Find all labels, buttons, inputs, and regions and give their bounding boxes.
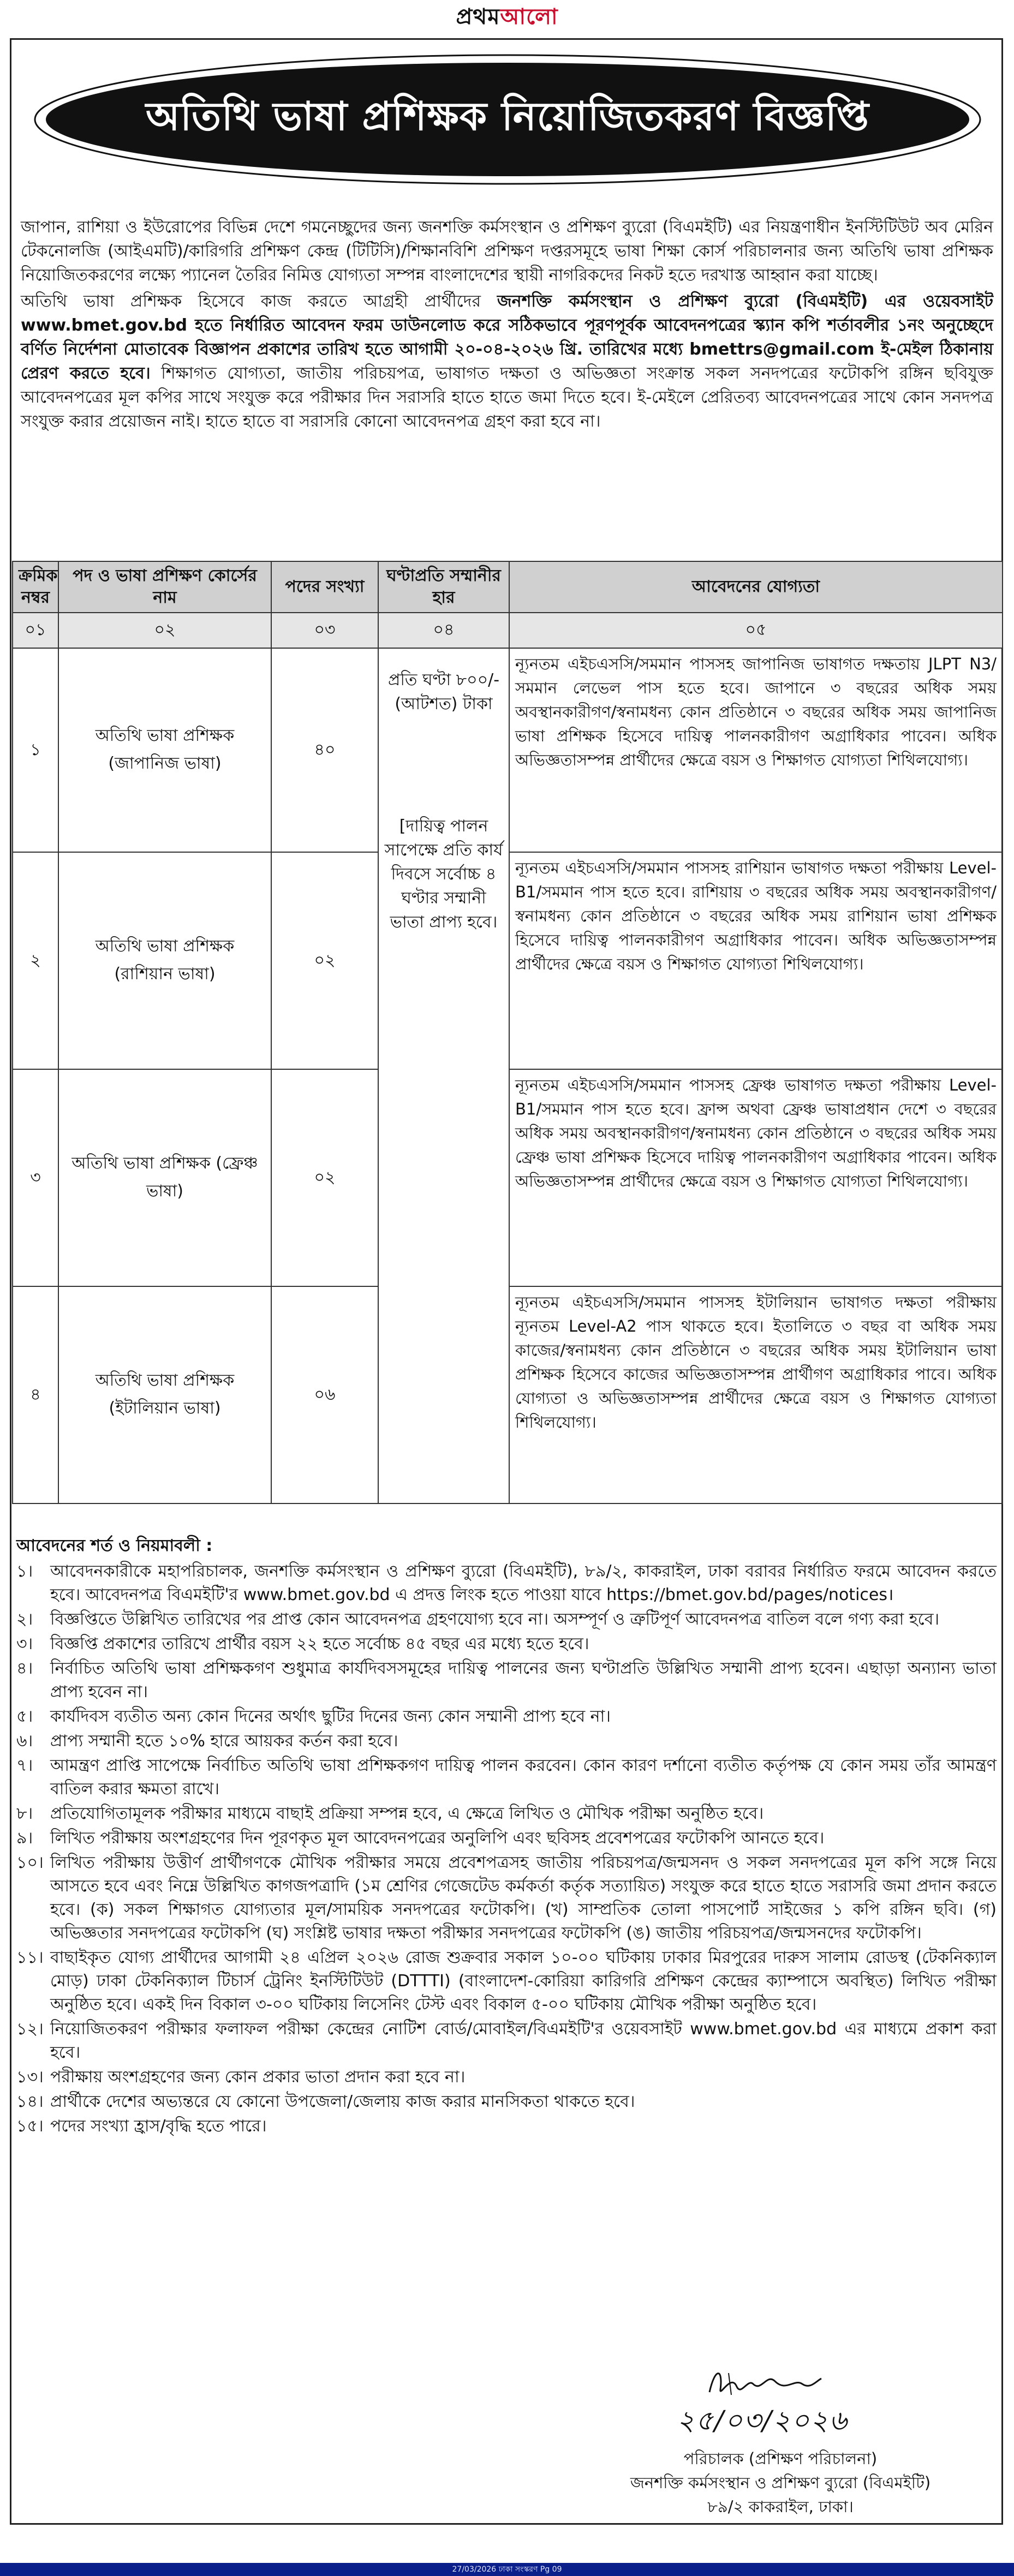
- row-serial: ৪: [13, 1286, 58, 1503]
- list-item: [16, 1632, 997, 1656]
- footer-bar: [0, 2563, 1014, 2576]
- list-item: [16, 1560, 997, 1607]
- term-number: ১৩।: [16, 2068, 44, 2087]
- intro-paragraph-2: [21, 290, 993, 434]
- term-number: ১৪।: [16, 2092, 44, 2111]
- col-number: ০১: [13, 613, 58, 648]
- term-text: বাছাইকৃত যোগ্য প্রার্থীদের আগামী ২৪ এপ্রিল ২০২৬ রোজ শুক্রবার সকাল ১০-০০ ঘটিকায় ঢাকার মিরপুরের দারুস সালাম রোডস্থ (টেকনিক্যাল মোড়) ঢাকা টেকনিক্যাল টিচার্স ট্রেনিং ইনস্টিটিউট (DTTTI) (বাংলাদেশ-কোরিয়া কারিগরি প্রশিক্ষণ কেন্দ্রের ক্যাম্পাসে অবস্থিত) লিখিত পরীক্ষা অনুষ্ঠিত হবে। একই দিন বিকাল ৩-০০ ঘটিকায় লিসেনিং টেস্ট এবং বিকাল ৫-০০ ঘটিকায় মৌখিক পরীক্ষা অনুষ্ঠিত হবে।: [50, 1948, 997, 2014]
- term-number: ৮।: [16, 1804, 33, 1823]
- row-qualification: ন্যূনতম এইচএসসি/সমমান পাসসহ ইটালিয়ান ভাষাগত দক্ষতা পরীক্ষায় ন্যূনতম Level-A2 পাস থাকতে হবে। ইতালিতে ৩ বছর বা অধিক সময় কাজের/স্বনামধন্য কোন প্রতিষ্ঠানে ৩ বছরের অধিক সময় ইটালিয়ান ভাষা প্রশিক্ষক হিসেবে কাজের অভিজ্ঞতাসম্পন্ন প্রার্থীগণ অগ্রাধিকার পাবে। অধিক যোগ্যতা ও অভিজ্ঞতাসম্পন্ন প্রার্থীদের ক্ষেত্রে বয়স ও শিক্ষাগত যোগ্যতা শিথিলযোগ্য।: [509, 1286, 1003, 1503]
- list-item: [16, 1851, 997, 1945]
- col-number: ০৫: [509, 613, 1003, 648]
- list-item: [16, 1826, 997, 1850]
- signature-block: [568, 2362, 993, 2526]
- term-text: লিখিত পরীক্ষায় উত্তীর্ণ প্রার্থীগণকে মৌখিক পরীক্ষার সময়ে প্রবেশপত্রসহ জাতীয় পরিচয়পত্র/জন্মসনদ ও সকল সনদপত্রের মূল কপি সঙ্গে নিয়ে আসতে হবে এবং নিম্নে উল্লিখিত কাগজপত্রাদি (১ম শ্রেণির গেজেটেড কর্মকর্তা কর্তৃক সত্যায়িত) সংযুক্ত করে হাতে হাতে সরাসরি জমা প্রদান করতে হবে। (ক) সকল শিক্ষাগত যোগ্যতার মূল/সাময়িক সনদপত্রের ফটোকপি। (খ) সাম্প্রতিক তোলা পাসপোর্ট সাইজের ১ কপি রঙ্গিন ছবি। (গ) অভিজ্ঞতার সনদপত্রের ফটোকপি (ঘ) সংশ্লিষ্ট ভাষার দক্ষতা পরীক্ষার সনদপত্রের ফটোকপি (ঙ) জাতীয় পরিচয়পত্র/জন্মসনদের ফটোকপি।: [50, 1853, 997, 1943]
- term-text: প্রার্থীকে দেশের অভ্যন্তরে যে কোনো উপজেলা/জেলায় কাজ করার মানসিকতা থাকতে হবে।: [50, 2092, 635, 2111]
- term-text: প্রাপ্য সম্মানী হতে ১০% হারে আয়কর কর্তন করা হবে।: [50, 1732, 398, 1751]
- logo-part2: আলো: [500, 3, 558, 29]
- intro-p2-start: অতিথি ভাষা প্রশিক্ষক হিসেবে কাজ করতে আগ্রহী প্রার্থীদের: [21, 292, 497, 311]
- posts-table: [12, 561, 1003, 1504]
- masthead: [0, 0, 1014, 35]
- term-number: ১।: [16, 1562, 33, 1581]
- term-number: ৯।: [16, 1829, 33, 1848]
- term-text: আবেদনকারীকে মহাপরিচালক, জনশক্তি কর্মসংস্থান ও প্রশিক্ষণ ব্যুরো (বিএমইটি), ৮৯/২, কাকরাইল, ঢাকা বরাবর নির্ধারিত ফরমে আবেদন করতে হবে। আবেদনপত্র বিএমইটি'র www.bmet.gov.bd এ প্রদত্ত লিংক হতে পাওয়া যাবে https://bmet.gov.bd/pages/notices।: [50, 1562, 997, 1604]
- terms-section: [16, 1534, 997, 2139]
- row-post: অতিথি ভাষা প্রশিক্ষক (ফ্রেঞ্চ ভাষা): [58, 1069, 271, 1286]
- header-rate: ঘণ্টাপ্রতি সম্মানীর হার: [378, 561, 509, 613]
- row-post: অতিথি ভাষা প্রশিক্ষক (ইটালিয়ান ভাষা): [58, 1286, 271, 1503]
- term-text: বিজ্ঞপ্তিতে উল্লিখিত তারিখের পর প্রাপ্ত কোন আবেদনপত্র গ্রহণযোগ্য হবে না। অসম্পূর্ণ ও ত্রুটিপূর্ণ আবেদনপত্র বাতিল বলে গণ্য করা হবে।: [50, 1610, 940, 1629]
- row-serial: ২: [13, 852, 58, 1069]
- term-number: ১০।: [16, 1853, 44, 1872]
- term-number: ৬।: [16, 1732, 33, 1751]
- row-qualification: ন্যূনতম এইচএসসি/সমমান পাসসহ ফ্রেঞ্চ ভাষাগত দক্ষতা পরীক্ষায় Level-B1/সমমান পাস হতে হবে। ফ্রান্স অথবা ফ্রেঞ্চ ভাষাপ্রধান দেশে ৩ বছরের অধিক সময় অবস্থানকারীগণ/স্বনামধন্য কোন প্রতিষ্ঠানে ৩ বছরের অধিক সময় ফ্রেঞ্চ ভাষা প্রশিক্ষক হিসেবে দায়িত্ব পালনকারীগণ অগ্রাধিকার পাবেন। অধিক অভিজ্ঞতাসম্পন্ন প্রার্থীদের ক্ষেত্রে বয়স ও শিক্ষাগত যোগ্যতা শিথিলযোগ্য।: [509, 1069, 1003, 1286]
- logo-part1: প্রথম: [456, 3, 500, 29]
- row-serial: ১: [13, 648, 58, 852]
- signature-scribble: [699, 2362, 830, 2406]
- row-qualification: ন্যূনতম এইচএসসি/সমমান পাসসহ রাশিয়ান ভাষাগত দক্ষতা পরীক্ষায় Level-B1/সমমান পাস হতে হবে। রাশিয়ায় ৩ বছরের অধিক সময় অবস্থানকারীগণ/স্বনামধন্য কোন প্রতিষ্ঠানে ৩ বছরের অধিক সময় রাশিয়ান ভাষা প্রশিক্ষক হিসেবে দায়িত্ব পালনকারীগণ অগ্রাধিকার পাবেন। অধিক অভিজ্ঞতাসম্পন্ন প্রার্থীদের ক্ষেত্রে বয়স ও শিক্ষাগত যোগ্যতা শিথিলযোগ্য।: [509, 852, 1003, 1069]
- term-text: পদের সংখ্যা হ্রাস/বৃদ্ধি হতে পারে।: [50, 2117, 267, 2136]
- term-number: ২।: [16, 1610, 33, 1629]
- row-count: ০৬: [271, 1286, 378, 1503]
- intro-paragraph-1: জাপান, রাশিয়া ও ইউরোপের বিভিন্ন দেশে গমনেচ্ছুদের জন্য জনশক্তি কর্মসংস্থান ও প্রশিক্ষণ ব্যুরো (বিএমইটি) এর নিয়ন্ত্রণাধীন ইনস্টিটিউট অব মেরিন টেকনোলজি (আইএমটি)/কারিগরি প্রশিক্ষণ কেন্দ্র (টিটিসি)/শিক্ষানবিশি প্রশিক্ষণ দপ্তরসমূহে ভাষা শিক্ষা কোর্স পরিচালনার জন্য অতিথি ভাষা প্রশিক্ষক নিয়োজিতকরণের লক্ষ্যে প্যানেল তৈরির নিমিত্ত যোগ্যতা সম্পন্ন বাংলাদেশের স্থায়ী নাগরিকদের নিকট হতে দরখাস্ত আহ্বান করা যাচ্ছে।: [21, 218, 993, 285]
- row-count: ৪০: [271, 648, 378, 852]
- term-text: লিখিত পরীক্ষায় অংশগ্রহণের দিন পূরণকৃত মূল আবেদনপত্রের অনুলিপি এবং ছবিসহ প্রবেশপত্রের ফটোকপি আনতে হবে।: [50, 1829, 825, 1848]
- prothom-alo-logo: [456, 0, 558, 36]
- term-text: বিজ্ঞপ্তি প্রকাশের তারিখে প্রার্থীর বয়স ২২ হতে সর্বোচ্চ ৪৫ বছর এর মধ্যে হতে হবে।: [50, 1634, 589, 1654]
- signatory-details: [568, 2447, 993, 2519]
- col-number: ০৩: [271, 613, 378, 648]
- table-header-row: [13, 561, 1003, 613]
- term-number: ১১।: [16, 1948, 44, 1967]
- list-item: [16, 1608, 997, 1631]
- term-text: পরীক্ষায় অংশগ্রহণের জন্য কোন প্রকার ভাতা প্রদান করা হবে না।: [50, 2068, 466, 2087]
- term-number: ৭।: [16, 1756, 33, 1775]
- list-item: [16, 1705, 997, 1728]
- term-number: ১২।: [16, 2020, 44, 2039]
- column-number-row: [13, 613, 1003, 648]
- col-number: ০৪: [378, 613, 509, 648]
- header-qualification: আবেদনের যোগ্যতা: [509, 561, 1003, 613]
- table-row: [13, 648, 1003, 852]
- rate-note: [দায়িত্ব পালন সাপেক্ষে প্রতি কার্য দিবসে সর্বোচ্চ ৪ ঘণ্টার সম্মানী ভাতা প্রাপ্য হবে।: [384, 817, 503, 932]
- row-count: ০২: [271, 852, 378, 1069]
- rate-text: প্রতি ঘণ্টা ৮০০/- (আটশত) টাকা: [387, 670, 500, 714]
- rate-cell: [378, 648, 509, 1503]
- row-count: ০২: [271, 1069, 378, 1286]
- intro-p2-bold: জনশক্তি কর্মসংস্থান ও প্রশিক্ষণ ব্যুরো (বিএমইটি) এর ওয়েবসাইট www.bmet.gov.bd হতে নির্ধারিত আবেদন ফরম ডাউনলোড করে সঠিকভাবে পূরণপূর্বক আবেদনপত্রের স্ক্যান কপি শর্তাবলীর ১নং অনুচ্ছেদে বর্ণিত নির্দেশনা মোতাবেক বিজ্ঞাপন প্রকাশের তারিখ হতে আগামী ২০-০৪-২০২৬ খ্রি. তারিখের মধ্যে bmettrs@gmail.com ই-মেইল ঠিকানায় প্রেরণ করতে হবে।: [21, 292, 994, 383]
- header-count: পদের সংখ্যা: [271, 561, 378, 613]
- signature-date: ২৫/০৩/২০২৬: [677, 2405, 848, 2436]
- term-number: ৫।: [16, 1707, 33, 1726]
- list-item: [16, 2017, 997, 2064]
- term-text: প্রতিযোগিতামূলক পরীক্ষার মাধ্যমে বাছাই প্রক্রিয়া সম্পন্ন হবে, এ ক্ষেত্রে লিখিত ও মৌখিক পরীক্ষা অনুষ্ঠিত হবে।: [50, 1804, 764, 1823]
- row-qualification: ন্যূনতম এইচএসসি/সমমান পাসসহ জাপানিজ ভাষাগত দক্ষতায় JLPT N3/সমমান লেভেল পাস হতে হবে। জাপানে ৩ বছরের অধিক সময় অবস্থানকারীগণ/স্বনামধন্য কোন প্রতিষ্ঠানে ৩ বছরের অধিক সময় জাপানিজ ভাষা প্রশিক্ষক হিসেবে দায়িত্ব পালনকারীগণ অগ্রাধিকার পাবেন। অধিক অভিজ্ঞতাসম্পন্ন প্রার্থীদের ক্ষেত্রে বয়স ও শিক্ষাগত যোগ্যতা শিথিলযোগ্য।: [509, 648, 1003, 852]
- list-item: [16, 1729, 997, 1753]
- term-number: ১৫।: [16, 2117, 44, 2136]
- header-post: পদ ও ভাষা প্রশিক্ষণ কোর্সের নাম: [58, 561, 271, 613]
- signatory-address: ৮৯/২ কাকরাইল, ঢাকা।: [707, 2497, 854, 2516]
- intro-section: [21, 215, 993, 436]
- list-item: [16, 1802, 997, 1825]
- signatory-office: জনশক্তি কর্মসংস্থান ও প্রশিক্ষণ ব্যুরো (বিএমইটি): [630, 2473, 931, 2492]
- term-text: কার্যদিবস ব্যতীত অন্য কোন দিনের অর্থাৎ ছুটির দিনের জন্য কোন সম্মানী প্রাপ্য হবে না।: [50, 1707, 611, 1726]
- term-number: ৩।: [16, 1634, 33, 1654]
- col-number: ০২: [58, 613, 271, 648]
- row-serial: ৩: [13, 1069, 58, 1286]
- intro-p2-end: শিক্ষাগত যোগ্যতা, জাতীয় পরিচয়পত্র, ভাষাগত দক্ষতা ও অভিজ্ঞতা সংক্রান্ত সকল সনদপত্রের ফটোকপি রঙ্গিন ছবিযুক্ত আবেদনপত্রের মূল কপির সাথে সংযুক্ত করে পরীক্ষার দিন সরাসরি হাতে হাতে জমা দিতে হবে। ই-মেইলে প্রেরিতব্য আবেদনপত্রের সাথে কোন সনদপত্র সংযুক্ত করার প্রয়োজন নাই। হাতে হাতে বা সরাসরি কোনো আবেদনপত্র গ্রহণ করা হবে না।: [21, 364, 993, 431]
- title-banner: [33, 46, 982, 193]
- list-item: [16, 2065, 997, 2089]
- list-item: [16, 1657, 997, 1704]
- row-post: অতিথি ভাষা প্রশিক্ষক (জাপানিজ ভাষা): [58, 648, 271, 852]
- terms-title: আবেদনের শর্ত ও নিয়মাবলী :: [16, 1536, 213, 1555]
- list-item: [16, 1946, 997, 2016]
- term-text: নিয়োজিতকরণ পরীক্ষার ফলাফল পরীক্ষা কেন্দ্রের নোটিশ বোর্ড/মোবাইল/বিএমইটি'র ওয়েবসাইট www.bmet.gov.bd এর মাধ্যমে প্রকাশ করা হবে।: [50, 2020, 997, 2062]
- list-item: [16, 2114, 997, 2138]
- notice-title: অতিথি ভাষা প্রশিক্ষক নিয়োজিতকরণ বিজ্ঞপ্তি: [146, 93, 869, 139]
- term-text: নির্বাচিত অতিথি ভাষা প্রশিক্ষকগণ শুধুমাত্র কার্যদিবসসমূহের দায়িত্ব পালনের জন্য ঘণ্টাপ্রতি উল্লিখিত সম্মানী প্রাপ্য হবেন। এছাড়া অন্যান্য ভাতা প্রাপ্য হবেন না।: [50, 1659, 997, 1702]
- term-text: আমন্ত্রণ প্রাপ্তি সাপেক্ষে নির্বাচিত অতিথি ভাষা প্রশিক্ষকগণ দায়িত্ব পালন করবেন। কোন কারণ দর্শানো ব্যতীত কর্তৃপক্ষ যে কোন সময় তাঁর আমন্ত্রণ বাতিল করার ক্ষমতা রাখে।: [50, 1756, 997, 1799]
- list-item: [16, 2090, 997, 2113]
- list-item: [16, 1754, 997, 1801]
- signatory-designation: পরিচালক (প্রশিক্ষণ পরিচালনা): [683, 2449, 878, 2468]
- row-post: অতিথি ভাষা প্রশিক্ষক (রাশিয়ান ভাষা): [58, 852, 271, 1069]
- header-serial: ক্রমিক নম্বর: [13, 561, 58, 613]
- term-number: ৪।: [16, 1659, 33, 1678]
- footer-text: 27/03/2026 ঢাকা সংস্করণ Pg 09: [452, 2565, 562, 2574]
